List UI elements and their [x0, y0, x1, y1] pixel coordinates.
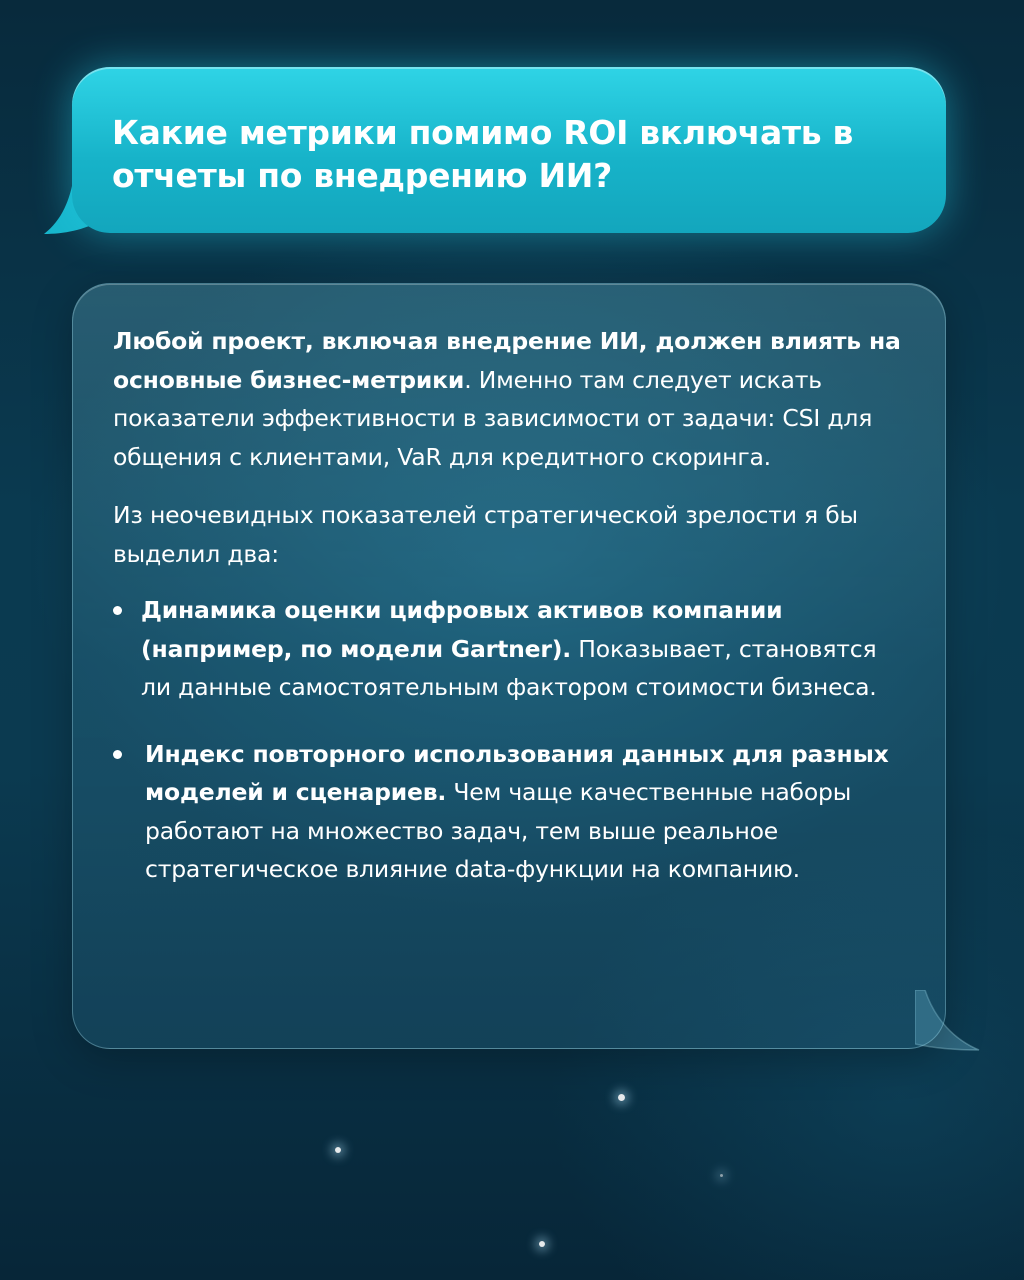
- answer-second-paragraph: Из неочевидных показателей стратегической зрелости я бы выделил два:: [113, 501, 858, 568]
- bullet-bold: Динамика оценки цифровых активов компании (например, по модели Gartner).: [141, 596, 783, 663]
- list-item: [113, 735, 905, 889]
- question-text: Какие метрики помимо ROI включать в отчеты по внедрению ИИ?: [112, 113, 854, 195]
- answer-intro-paragraph: [113, 322, 905, 476]
- answer-intro-rest: . Именно там следует искать показатели эффективности в зависимости от задачи: CSI для общения с клиентами, VaR для кредитного скоринга.: [113, 365, 873, 471]
- sparkle-decoration: [720, 1174, 723, 1177]
- list-item: [113, 591, 905, 707]
- sparkle-decoration: [539, 1241, 545, 1247]
- bullet-bold: Индекс повторного использования данных для разных моделей и сценариев.: [145, 739, 889, 806]
- answer-intro-bold: Любой проект, включая внедрение ИИ, должен влиять на основные бизнес-метрики: [113, 327, 901, 394]
- bullet-icon: [113, 606, 122, 615]
- answer-bubble: [72, 283, 946, 1049]
- question-bubble: [72, 67, 946, 233]
- sparkle-decoration: [618, 1094, 625, 1101]
- metrics-list: [113, 591, 905, 889]
- sparkle-decoration: [335, 1147, 341, 1153]
- bullet-icon: [113, 750, 122, 759]
- bullet-rest: Чем чаще качественные наборы работают на множество задач, тем выше реальное стратегическое влияние data-функции на компанию.: [145, 778, 852, 883]
- bullet-rest: Показывает, становятся ли данные самостоятельным фактором стоимости бизнеса.: [141, 634, 877, 701]
